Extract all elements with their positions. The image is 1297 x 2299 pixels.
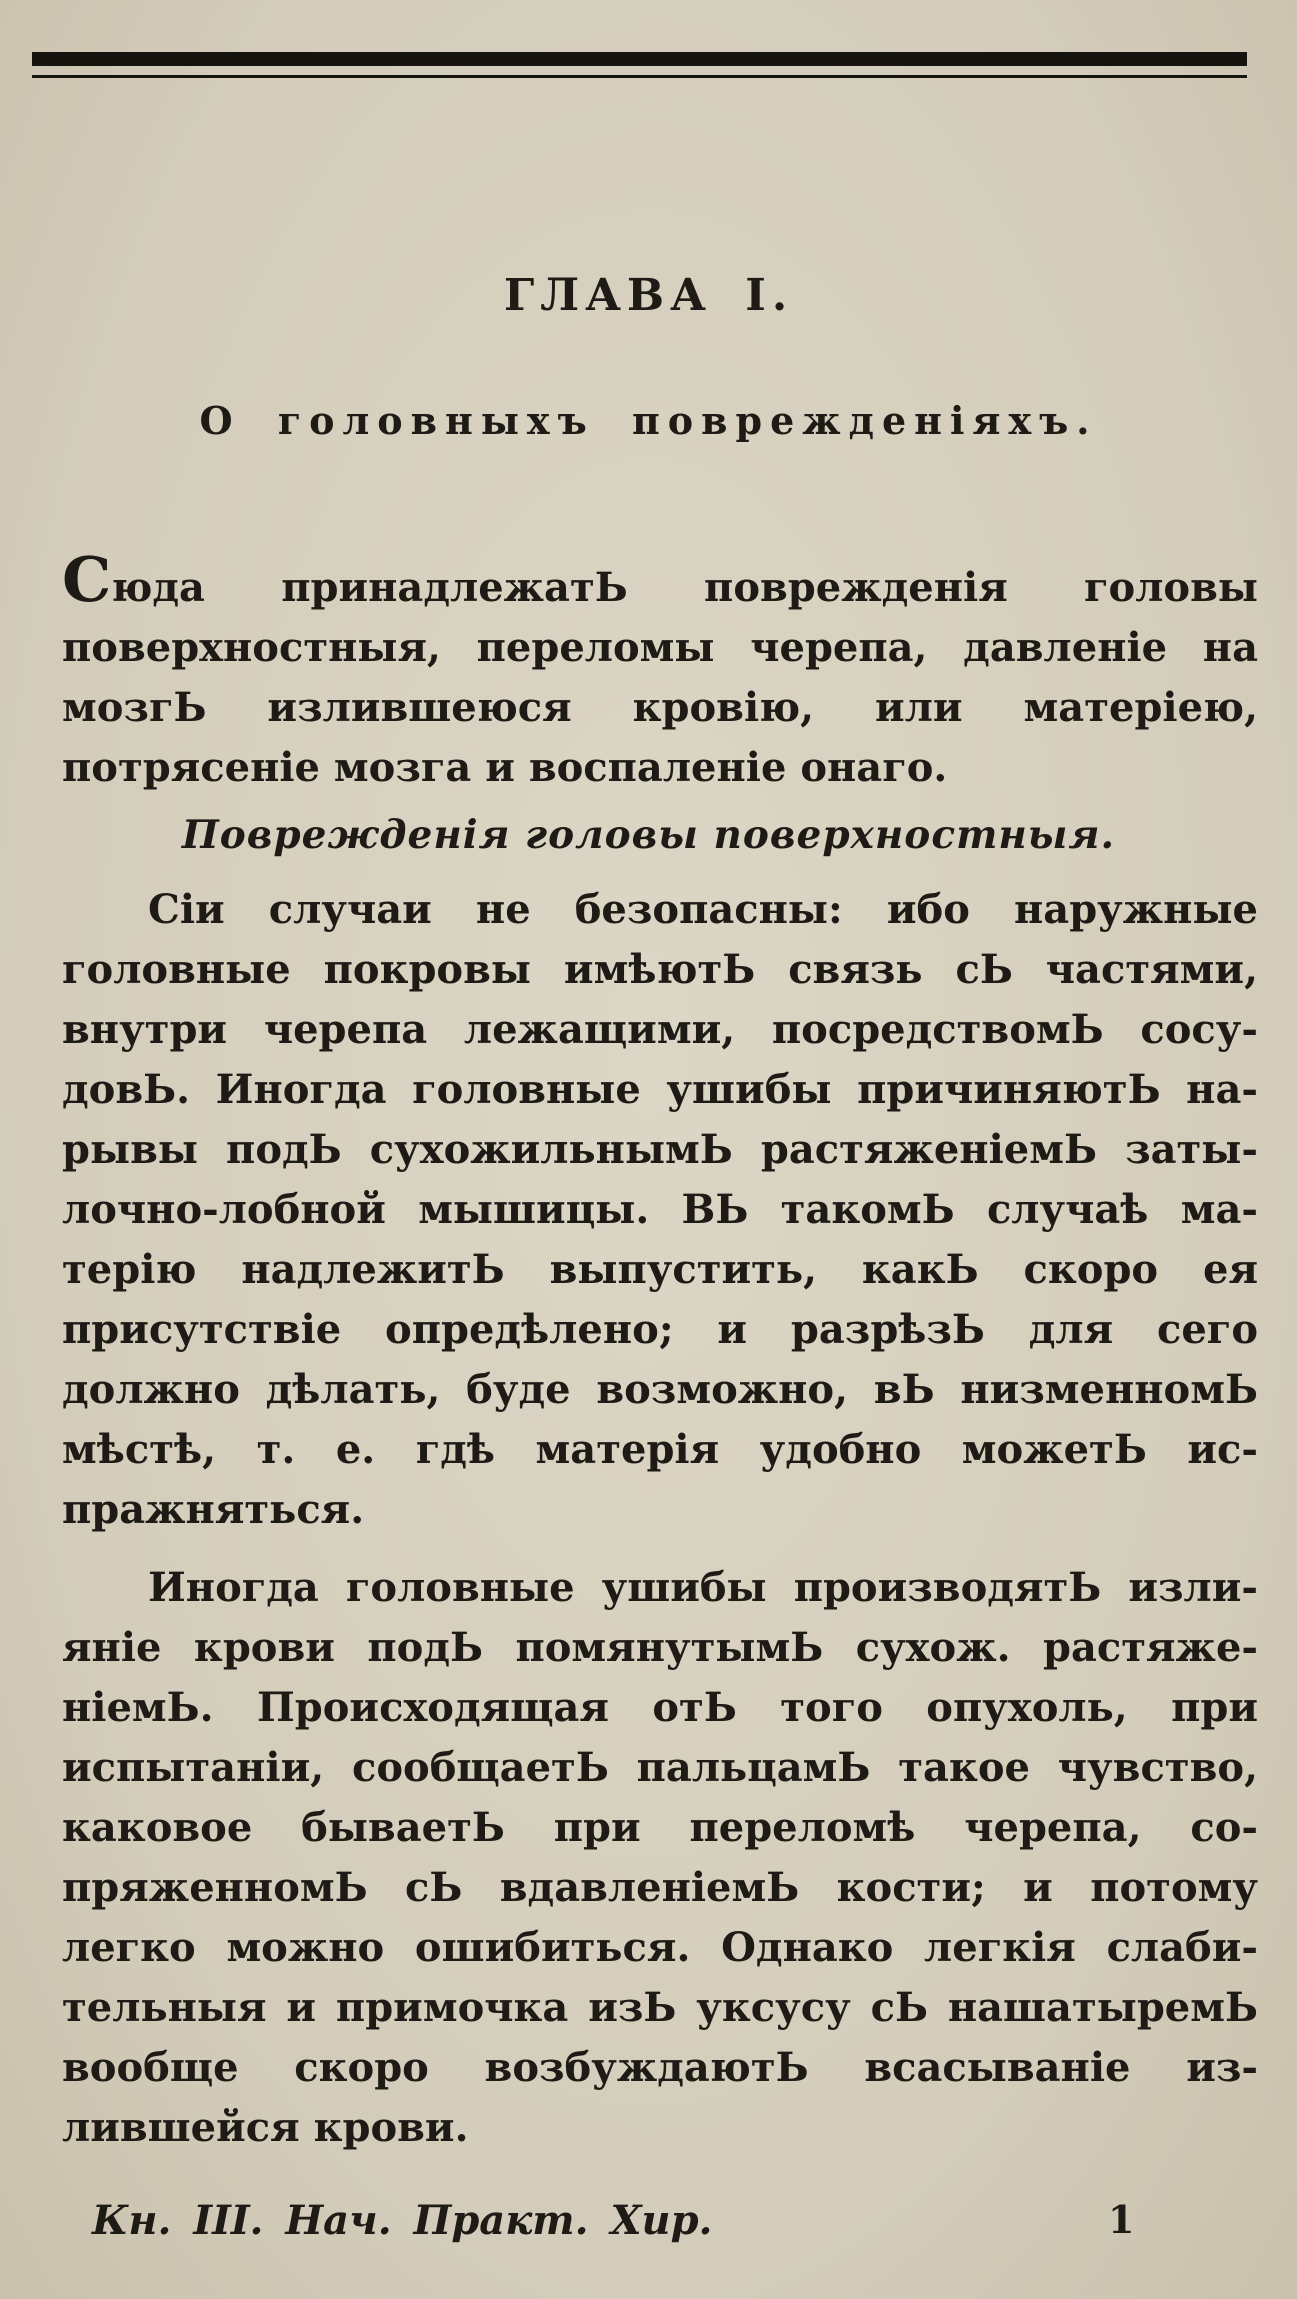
- paragraph-intro: [62, 543, 1258, 798]
- sheet-number: 1: [1108, 2197, 1135, 2242]
- header-rule-thin: [32, 75, 1247, 78]
- paragraph-blood-effusion: Иногда головные ушибы производятЬ излияніе крови подЬ помянутымЬ сухож. растяженіемЬ. Происходящая отЬ того опухоль, при испытаніи, сообщаетЬ пальцамЬ такое чувство, каковое бываетЬ при переломѣ черепа, сопряженномЬ сЬ вдавленіемЬ кости; и потому легко можно ошибиться. Однако легкія слабительныя и примочка изЬ уксусу сЬ нашатыремЬ вообще скоро возбуждаютЬ всасываніе излившейся крови.: [62, 1564, 1258, 2151]
- drop-cap: С: [62, 543, 112, 616]
- paragraph-intro-text: юда принадлежатЬ поврежденія головы поверхностныя, переломы черепа, давленіе на мозгЬ излившеюся кровію, или матеріею, потрясеніе мозга и воспаленіе онаго.: [62, 564, 1258, 791]
- chapter-subtitle: О головныхъ поврежденіяхъ.: [199, 398, 1098, 443]
- footer-signature: Кн. III. Нач. Практ. Хир.: [92, 2197, 713, 2244]
- chapter-title: ГЛАВА I.: [503, 270, 794, 321]
- header-rule-thick: [32, 52, 1247, 66]
- section-heading: Поврежденія головы поверхностныя.: [181, 812, 1116, 858]
- paragraph-superficial-injuries: Сіи случаи не безопасны: ибо наружные головные покровы имѣютЬ связь сЬ частями, внутри черепа лежащими, посредствомЬ сосудовЬ. Иногда головные ушибы причиняютЬ нарывы подЬ сухожильнымЬ растяженіемЬ затылочно-лобной мышицы. ВЬ такомЬ случаѣ матерію надлежитЬ выпустить, какЬ скоро ея присутствіе опредѣлено; и разрѣзЬ для сего должно дѣлать, буде возможно, вЬ низменномЬ мѣстѣ, т. е. гдѣ матерія удобно можетЬ испражняться.: [62, 886, 1258, 1533]
